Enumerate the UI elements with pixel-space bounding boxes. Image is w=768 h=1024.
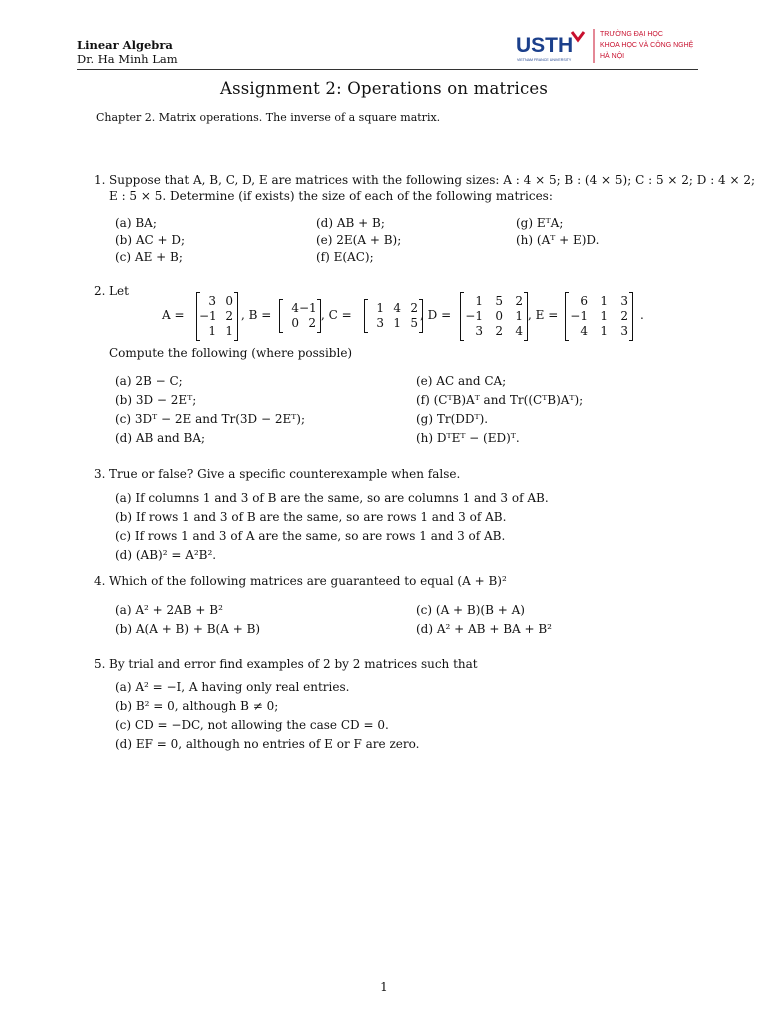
matrix-entry: 5 [410,316,418,330]
matrix-entry: 1 [475,293,483,308]
q4-item-a: (a) A² + 2AB + B² [115,603,223,617]
q5-item-d: (d) EF = 0, although no entries of E or F are zero. [115,737,420,751]
matrix-entry: 2 [225,308,233,323]
q1-item-h: (h) (Aᵀ + E)D. [516,233,600,247]
school-line-1: TRƯỜNG ĐẠI HỌC [600,31,663,38]
matrix-entry: 3 [620,293,628,308]
q4-item-b: (b) A(A + B) + B(A + B) [115,622,261,636]
logo-wordmark: USTH [516,34,574,57]
matrix-entry: 1 [600,293,608,308]
assignment-title: Assignment 2: Operations on matrices [219,79,549,98]
matrix-entry: 0 [495,308,503,323]
exercise-2-intro: Let [109,284,129,298]
school-line-3: HÀ NỘI [600,53,625,60]
matrix-entry: 4 [515,323,523,338]
course-title: Linear Algebra [77,38,173,52]
exercise-1-line-1: Suppose that A, B, C, D, E are matrices with the following sizes: A : 4 × 5; B : (4 × 5); C : 5 × 2; D : 4 × 2; [109,173,756,187]
matrix-b [279,299,321,333]
matrix-d-label: , D = [420,308,452,322]
school-line-2: KHOA HỌC VÀ CÔNG NGHỆ [600,42,694,49]
q4-item-d: (d) A² + AB + BA + B² [416,622,552,636]
q2-item-a: (a) 2B − C; [115,374,183,388]
matrix-entry: 3 [475,323,483,338]
q1-item-g: (g) EᵀA; [516,216,564,230]
q3-item-c: (c) If rows 1 and 3 of A are the same, so are rows 1 and 3 of AB. [115,529,506,543]
matrix-c-label: , C = [321,308,352,322]
q3-item-d: (d) (AB)² = A²B². [115,548,217,562]
exercise-number: 4. [94,574,106,588]
q2-item-f: (f) (CᵀB)Aᵀ and Tr((CᵀB)Aᵀ); [416,393,584,407]
matrix-entry: 3 [376,316,384,330]
matrix-entry: 1 [600,323,608,338]
q1-item-d: (d) AB + B; [316,216,385,230]
matrix-entry: 2 [515,293,523,308]
exercise-4-intro: Which of the following matrices are guaranteed to equal (A + B)² [109,574,507,588]
matrix-c [364,299,423,333]
matrix-entry: −1 [299,301,317,315]
matrix-entry: 2 [308,316,316,330]
q2-item-e: (e) AC and CA; [416,374,507,388]
matrix-b-label: , B = [241,308,272,322]
matrix-e-label: , E = [528,308,559,322]
exercise-5-intro: By trial and error find examples of 2 by 2 matrices such that [109,657,478,671]
matrix-e [565,292,633,341]
q2-item-d: (d) AB and BA; [115,431,206,445]
q2-item-c: (c) 3Dᵀ − 2E and Tr(3D − 2Eᵀ); [115,412,305,426]
matrix-entry: 1 [393,316,401,330]
exercise-3-intro: True or false? Give a specific counterexample when false. [109,467,461,481]
matrix-entry: −1 [199,308,217,323]
matrix-entry: 2 [495,323,503,338]
exercise-number: 5. [94,657,106,671]
chapter-line: Chapter 2. Matrix operations. The inverse of a square matrix. [96,111,441,124]
header-divider [77,69,698,70]
q5-item-c: (c) CD = −DC, not allowing the case CD = 0. [115,718,389,732]
q1-item-b: (b) AC + D; [115,233,186,247]
q1-item-e: (e) 2E(A + B); [316,233,402,247]
q1-item-f: (f) E(AC); [316,250,374,264]
matrix-a-label: A = [162,308,185,322]
matrix-entry: 1 [225,323,233,338]
q3-item-b: (b) If rows 1 and 3 of B are the same, so are rows 1 and 3 of AB. [115,510,507,524]
exercise-number: 2. [94,284,106,298]
matrix-entry: 3 [208,293,216,308]
matrix-entry: 1 [376,301,384,315]
q1-item-a: (a) BA; [115,216,157,230]
matrix-entry: 4 [580,323,588,338]
q4-item-c: (c) (A + B)(B + A) [416,603,525,617]
exercise-1-line-2: E : 5 × 5. Determine (if exists) the size of each of the following matrices: [109,189,553,203]
q5-item-b: (b) B² = 0, although B ≠ 0; [115,699,279,713]
matrix-list-end: . [640,308,644,322]
matrix-entry: −1 [465,308,483,323]
matrix-entry: 0 [291,316,299,330]
matrix-entry: 4 [393,301,401,315]
q5-item-a: (a) A² = −I, A having only real entries. [115,680,350,694]
matrix-entry: 1 [208,323,216,338]
exercise-number: 3. [94,467,106,481]
matrix-entry: −1 [570,308,588,323]
matrix-entry: 1 [515,308,523,323]
matrix-entry: 6 [580,293,588,308]
matrix-entry: 2 [410,301,418,315]
page-number: 1 [380,980,388,994]
q2-item-b: (b) 3D − 2Eᵀ; [115,393,197,407]
matrix-entry: 1 [600,308,608,323]
logo-tagline: VIETNAM FRANCE UNIVERSITY [517,58,572,62]
q2-prompt: Compute the following (where possible) [109,346,353,360]
usth-logo [514,26,704,66]
matrix-a [196,292,238,341]
author-name: Dr. Ha Minh Lam [77,52,178,66]
q2-item-g: (g) Tr(DDᵀ). [416,412,489,426]
q3-item-a: (a) If columns 1 and 3 of B are the same, so are columns 1 and 3 of AB. [115,491,549,505]
q2-item-h: (h) DᵀEᵀ − (ED)ᵀ. [416,431,520,445]
matrix-entry: 2 [620,308,628,323]
matrix-entry: 3 [620,323,628,338]
matrix-d [460,292,528,341]
exercise-number: 1. [94,173,106,187]
matrix-entry: 0 [225,293,233,308]
matrix-entry: 5 [495,293,503,308]
matrix-entry: 4 [291,301,299,315]
q1-item-c: (c) AE + B; [115,250,183,264]
